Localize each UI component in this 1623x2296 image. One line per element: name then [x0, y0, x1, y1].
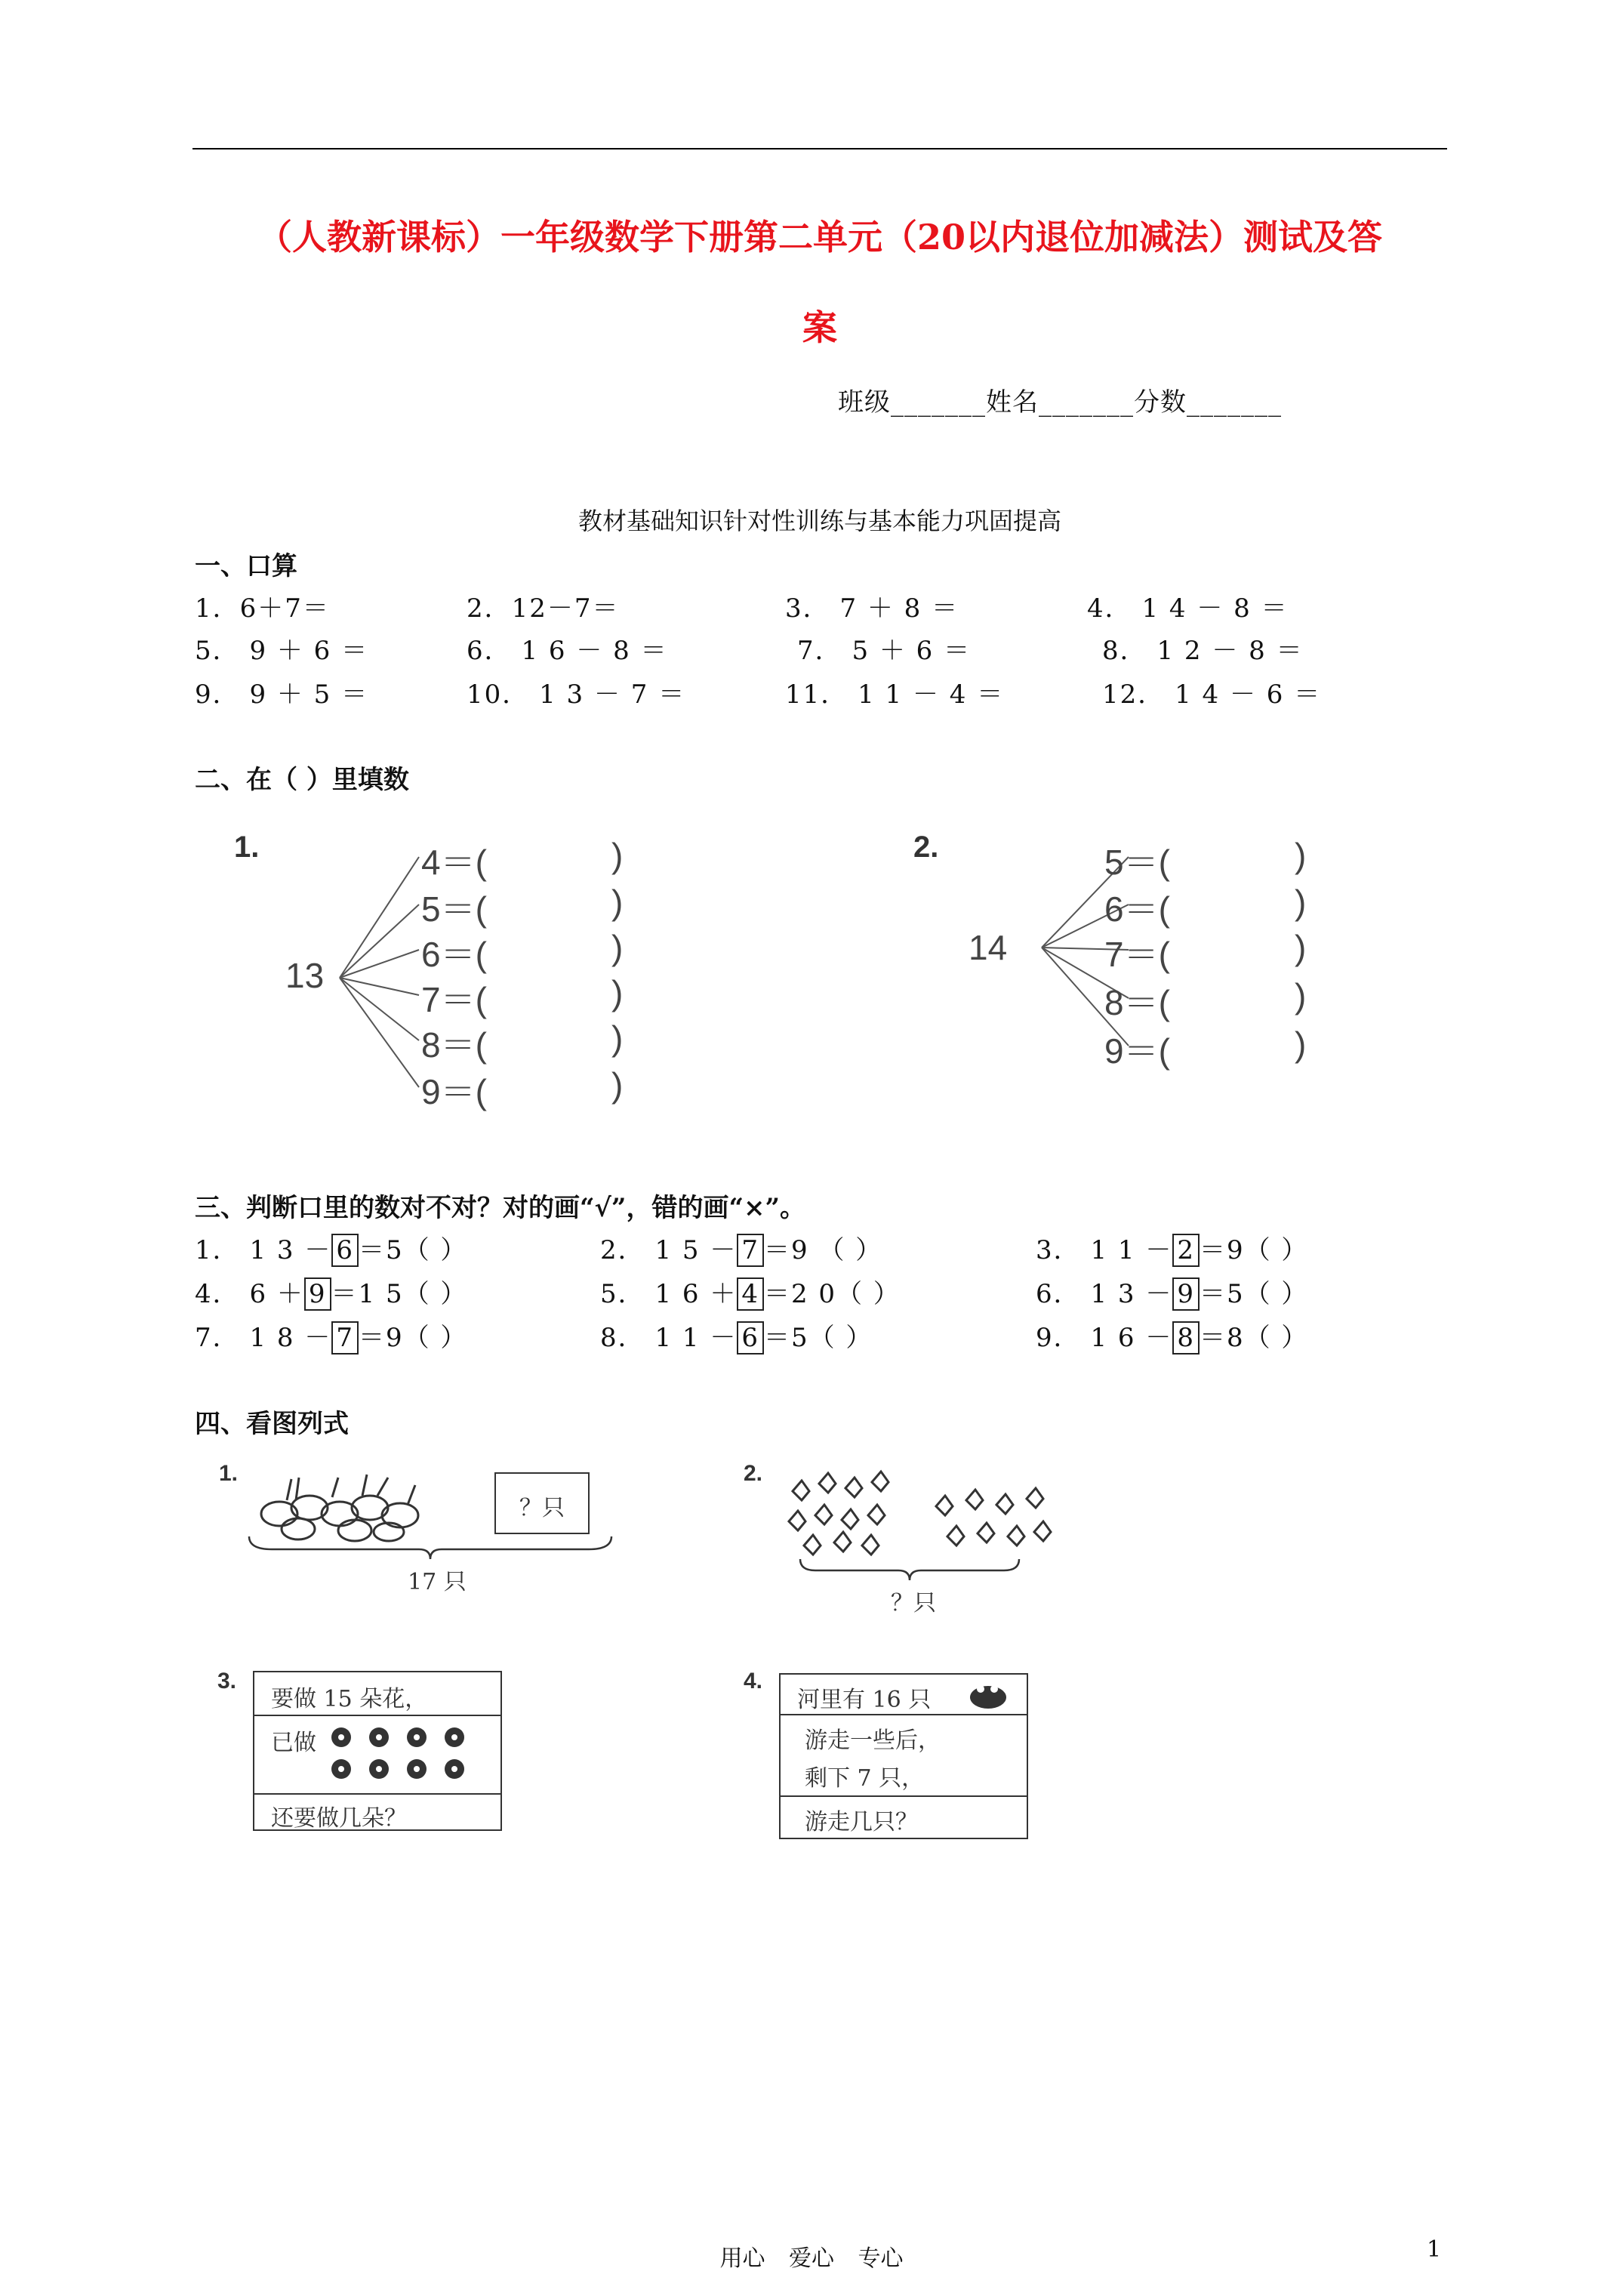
- flowers-box: [253, 1671, 502, 1831]
- judge-box: 9: [304, 1277, 331, 1311]
- judge-item: 1． 1 3 － 6 ＝5（ ）: [195, 1235, 468, 1265]
- oral-item: 9． 9 ＋ 5 ＝: [195, 680, 369, 710]
- fig2-row: 5＝(: [1104, 843, 1170, 882]
- fig2-close-paren: ): [1295, 928, 1307, 967]
- flowers-line-1: 要做 15 朵花，: [271, 1686, 428, 1712]
- judge-item: 9． 1 6 － 8 ＝8（ ）: [1036, 1323, 1309, 1353]
- oral-item: 6． 1 6 － 8 ＝: [467, 636, 668, 666]
- oral-item: 4． 1 4 － 8 ＝: [1087, 593, 1289, 624]
- judge-box: 4: [737, 1277, 764, 1311]
- fig2-close-paren: ): [1295, 836, 1307, 875]
- oral-item: 12． 1 4 － 6 ＝: [1102, 680, 1322, 710]
- fig2-close-paren: ): [1295, 976, 1307, 1015]
- fig1-close-paren: ): [611, 973, 624, 1012]
- class-blank[interactable]: _______: [891, 387, 986, 418]
- frogs-line-1: 河里有 16 只: [797, 1687, 932, 1713]
- fig1-row: 5＝(: [421, 889, 487, 929]
- fig1-close-paren: ): [611, 1019, 624, 1058]
- frog-icon: [965, 1679, 1011, 1711]
- judge-box: 7: [331, 1321, 359, 1354]
- pic4-number: 4.: [744, 1669, 763, 1693]
- oral-item: 8． 1 2 － 8 ＝: [1102, 636, 1304, 666]
- fig2-row: 8＝(: [1104, 983, 1170, 1022]
- fig2-number: 2.: [913, 831, 939, 864]
- section-4-heading: 四、看图列式: [195, 1409, 349, 1439]
- rabbits-illustration: [257, 1461, 430, 1544]
- oral-item: 5． 9 ＋ 6 ＝: [195, 636, 369, 666]
- judge-item: 5． 1 6 ＋ 4 ＝2 0（ ）: [600, 1279, 901, 1309]
- fig2-row: 9＝(: [1104, 1031, 1170, 1071]
- fig1-close-paren: ): [611, 836, 624, 875]
- pic1-total-label: 17 只: [408, 1569, 467, 1595]
- fig1-row: 4＝(: [421, 843, 487, 882]
- oral-item: 1．6＋7＝: [195, 593, 330, 624]
- pic2-brace: [796, 1555, 1023, 1586]
- fig1-root-number: 13: [285, 956, 325, 995]
- judge-item: 4． 6 ＋ 9 ＝1 5（ ）: [195, 1279, 468, 1309]
- fig2-close-paren: ): [1295, 1025, 1307, 1064]
- fig2-close-paren: ): [1295, 883, 1307, 922]
- frogs-line-3: 剩下 7 只，: [805, 1765, 925, 1792]
- fig1-close-paren: ): [611, 1065, 624, 1105]
- rabbit-unknown-label: ？只: [519, 1495, 565, 1521]
- judge-item: 3． 1 1 － 2 ＝9（ ）: [1036, 1235, 1309, 1265]
- fig1-close-paren: ): [611, 928, 624, 967]
- fig1-row: 9＝(: [421, 1072, 487, 1111]
- fig1-number: 1.: [234, 831, 260, 864]
- name-blank[interactable]: _______: [1039, 387, 1134, 418]
- pic2-total-label: ？只: [891, 1590, 936, 1616]
- subtitle: 教材基础知识针对性训练与基本能力巩固提高: [577, 507, 1061, 535]
- oral-item: 7． 5 ＋ 6 ＝: [797, 636, 972, 666]
- title-line-2: 案: [802, 307, 837, 348]
- judge-box: 7: [737, 1234, 764, 1267]
- name-label: 姓名: [986, 387, 1039, 418]
- judge-box: 2: [1172, 1234, 1200, 1267]
- fig2-row: 7＝(: [1104, 935, 1170, 974]
- judge-item: 7． 1 8 － 7 ＝9（ ）: [195, 1323, 468, 1353]
- judge-box: 9: [1172, 1277, 1200, 1311]
- oral-item: 3． 7 ＋ 8 ＝: [785, 593, 959, 624]
- title-line-1: （人教新课标）一年级数学下册第二单元（20以内退位加减法）测试及答: [257, 217, 1382, 257]
- page-number: 1: [1427, 2236, 1442, 2263]
- flowers-line-2: 已做: [271, 1730, 316, 1756]
- section-1-heading: 一、口算: [195, 551, 297, 581]
- frogs-box: [779, 1673, 1028, 1839]
- fig1-row: 8＝(: [421, 1025, 487, 1065]
- fig1-row: 6＝(: [421, 935, 487, 974]
- frogs-line-2: 游走一些后，: [805, 1727, 941, 1754]
- fig1-close-paren: ): [611, 883, 624, 922]
- judge-item: 6． 1 3 － 9 ＝5（ ）: [1036, 1279, 1309, 1309]
- judge-item: 2． 1 5 － 7 ＝9 （ ）: [600, 1235, 883, 1265]
- fig2-root-number: 14: [969, 928, 1008, 967]
- pic1-number: 1.: [219, 1461, 239, 1486]
- student-info-line: [838, 381, 1282, 418]
- fig1-row: 7＝(: [421, 980, 487, 1019]
- section-2-heading: 二、在（ ）里填数: [195, 765, 409, 795]
- top-rule: [192, 148, 1447, 149]
- flowers-icon-grid: [326, 1721, 496, 1789]
- fig2-row: 6＝(: [1104, 889, 1170, 929]
- pic3-number: 3.: [217, 1669, 237, 1693]
- judge-box: 6: [737, 1321, 764, 1354]
- pic1-brace: [242, 1533, 619, 1563]
- oral-item: 2．12－7＝: [467, 593, 620, 624]
- judge-box: 6: [331, 1234, 359, 1267]
- page-footer: 用心 爱心 专心: [719, 2245, 904, 2272]
- rabbit-unknown-box: [494, 1472, 590, 1534]
- score-blank[interactable]: _______: [1187, 387, 1282, 418]
- birds-illustration: [778, 1461, 1064, 1563]
- flowers-line-3: 还要做几朵？: [271, 1805, 407, 1832]
- oral-item: 10． 1 3 － 7 ＝: [467, 680, 686, 710]
- judge-item: 8． 1 1 － 6 ＝5（ ）: [600, 1323, 873, 1353]
- score-label: 分数: [1134, 387, 1187, 418]
- oral-item: 11． 1 1 － 4 ＝: [785, 680, 1005, 710]
- judge-box: 8: [1172, 1321, 1200, 1354]
- frogs-line-4: 游走几只？: [805, 1809, 918, 1835]
- class-label: 班级: [838, 387, 891, 418]
- section-3-heading: 三、判断口里的数对不对？对的画“√”，错的画“×”。: [195, 1193, 806, 1223]
- pic2-number: 2.: [744, 1461, 763, 1486]
